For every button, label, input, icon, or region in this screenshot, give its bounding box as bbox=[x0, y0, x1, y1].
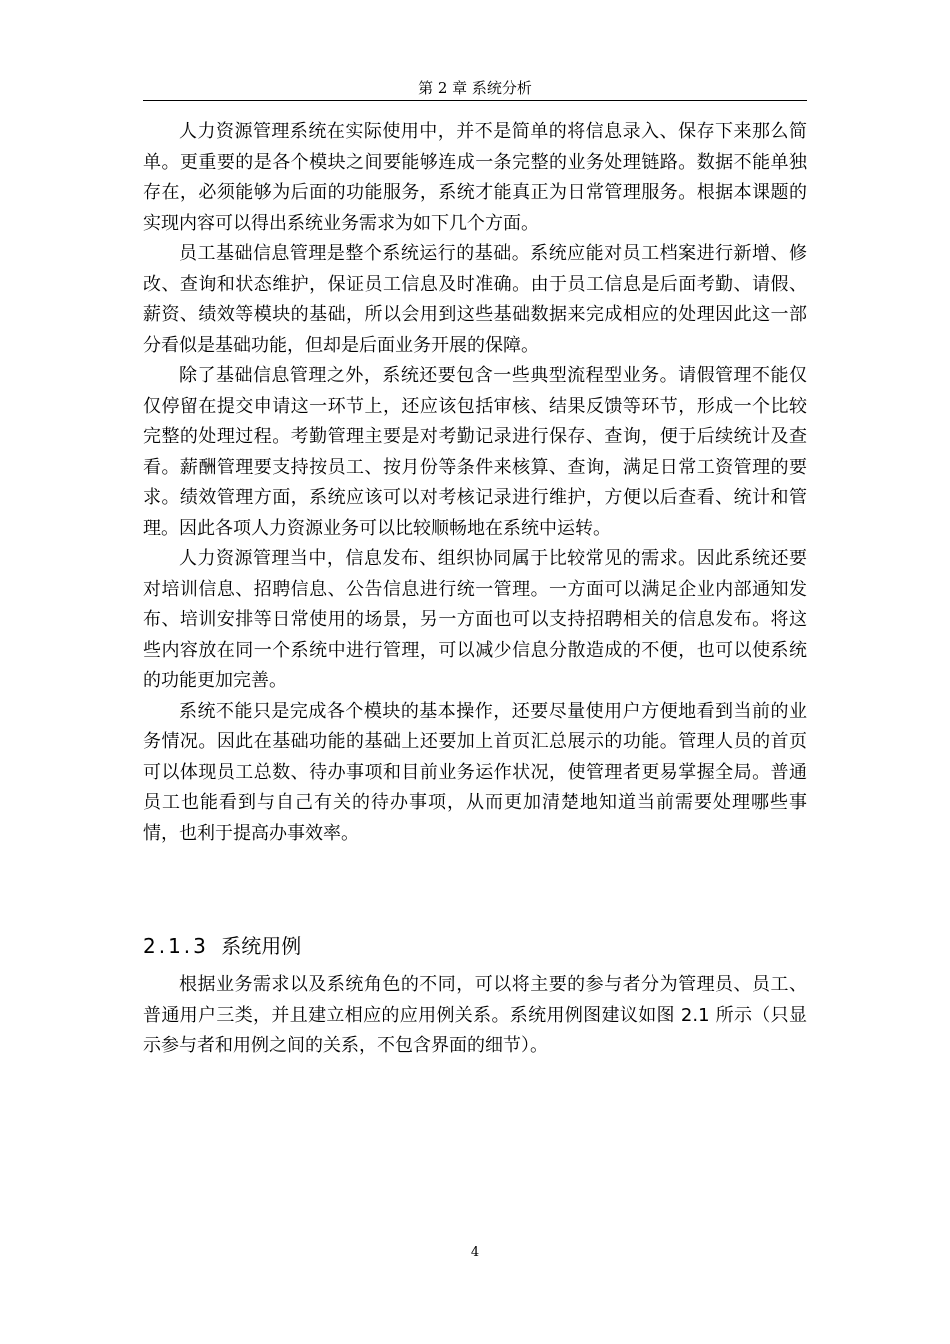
paragraph-employee-basic-info: 员工基础信息管理是整个系统运行的基础。系统应能对员工档案进行新增、修改、查询和状态维护，保证员工信息及时准确。由于员工信息是后面考勤、请假、薪资、绩效等模块的基础，所以会用到这些基础数据来完成相应的处理因此这一部分看似是基础功能，但却是后面业务开展的保障。 bbox=[143, 243, 807, 356]
section-title: 系统用例 bbox=[221, 934, 302, 958]
section-number: 2.1.3 bbox=[143, 934, 209, 958]
paragraph-info-publishing: 人力资源管理当中，信息发布、组织协同属于比较常见的需求。因此系统还要对培训信息、招聘信息、公告信息进行统一管理。一方面可以满足企业内部通知发布、培训安排等日常使用的场景，另一方面也可以支持招聘相关的信息发布。将这些内容放在同一个系统中进行管理，可以减少信息分散造成的不便，也可以使系统的功能更加完善。 bbox=[143, 548, 807, 691]
body-text bbox=[143, 117, 807, 849]
chapter-title: 第 2 章 系统分析 bbox=[418, 79, 532, 97]
paragraph-use-case-intro: 根据业务需求以及系统角色的不同，可以将主要的参与者分为管理员、员工、普通用户三类，并且建立相应的应用例关系。系统用例图建议如图 2.1 所示（只显示参与者和用例之间的关系，不包含界面的细节）。 bbox=[143, 974, 807, 1056]
section-body-text bbox=[143, 970, 807, 1062]
paragraph-process-business: 除了基础信息管理之外，系统还要包含一些典型流程型业务。请假管理不能仅仅停留在提交申请这一环节上，还应该包括审核、结果反馈等环节，形成一个比较完整的处理过程。考勤管理主要是对考勤记录进行保存、查询，便于后续统计及查看。薪酬管理要支持按员工、按月份等条件来核算、查询，满足日常工资管理的要求。绩效管理方面，系统应该可以对考核记录进行维护，方便以后查看、统计和管理。因此各项人力资源业务可以比较顺畅地在系统中运转。 bbox=[143, 365, 807, 539]
running-header bbox=[143, 78, 807, 101]
section-heading bbox=[143, 930, 807, 962]
paragraph-dashboard: 系统不能只是完成各个模块的基本操作，还要尽量使用户方便地看到当前的业务情况。因此在基础功能的基础上还要加上首页汇总展示的功能。管理人员的首页可以体现员工总数、待办事项和目前业务运作状况，使管理者更易掌握全局。普通员工也能看到与自己有关的待办事项，从而更加清楚地知道当前需要处理哪些事情，也利于提高办事效率。 bbox=[143, 700, 807, 844]
page-number: 4 bbox=[470, 1245, 480, 1260]
paragraph-business-requirements-intro: 人力资源管理系统在实际使用中，并不是简单的将信息录入、保存下来那么简单。更重要的是各个模块之间要能够连成一条完整的业务处理链路。数据不能单独存在，必须能够为后面的功能服务，系统才能真正为日常管理服务。根据本课题的实现内容可以得出系统业务需求为如下几个方面。 bbox=[143, 121, 807, 234]
